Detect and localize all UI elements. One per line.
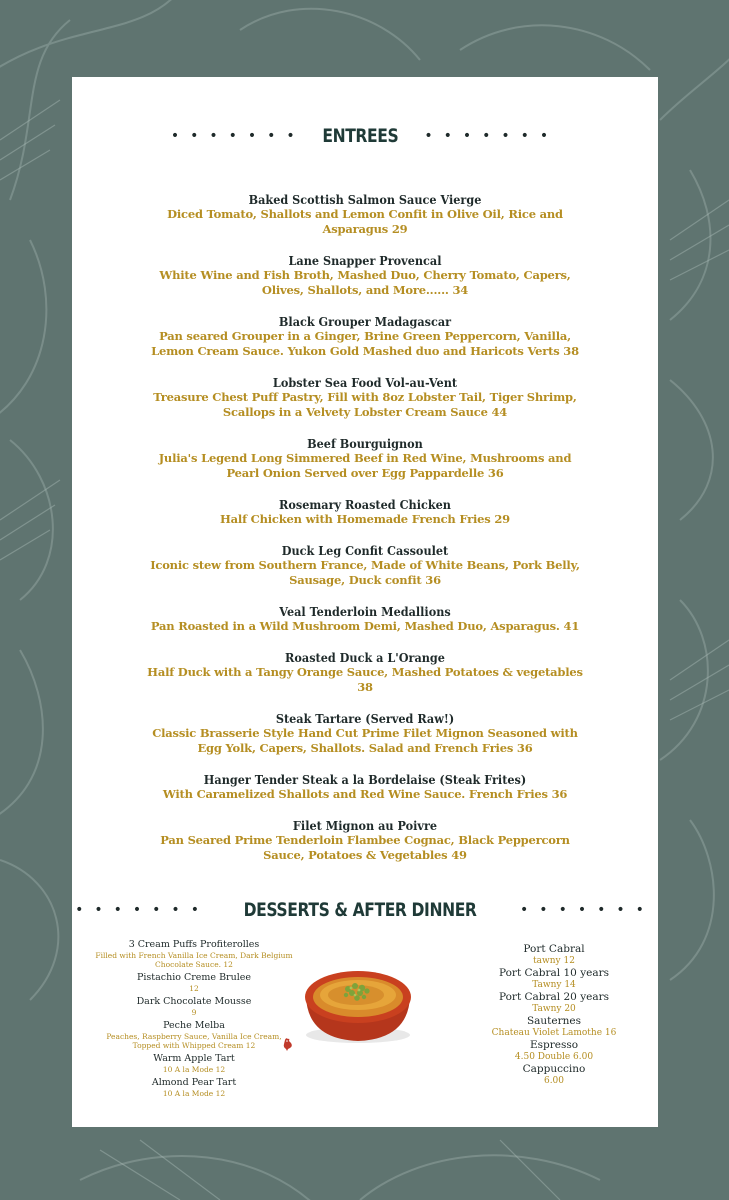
dessert-description: Peaches, Raspberry Sauce, Vanilla Ice Cream, Topped with Whipped Cream 12	[106, 1032, 282, 1050]
drink-description: Tawny 14	[532, 980, 576, 990]
entree-item	[142, 772, 588, 802]
desserts-list	[94, 939, 294, 1101]
entrees-title: ENTREES	[322, 125, 398, 147]
entree-name: Lobster Sea Food Vol-au-Vent	[272, 375, 458, 390]
entree-item	[142, 604, 588, 634]
entree-description: Pan Seared Prime Tenderloin Flambee Cognac, Black Peppercorn Sauce, Potatoes & Vegetables 49	[160, 833, 570, 862]
menu-card	[72, 77, 658, 1127]
entree-item	[142, 497, 588, 527]
entrees-list	[142, 192, 588, 879]
entree-name: Roasted Duck a L'Orange	[285, 650, 445, 665]
entree-name: Rosemary Roasted Chicken	[279, 497, 451, 512]
entree-description: Half Chicken with Homemade French Fries 29	[220, 512, 510, 526]
drink-item	[482, 1039, 626, 1063]
drink-description: 4.50 Double 6.00	[514, 1052, 594, 1062]
entree-item	[142, 543, 588, 588]
entree-description: Pan Roasted in a Wild Mushroom Demi, Mashed Duo, Asparagus. 41	[150, 619, 580, 633]
dessert-description: Filled with French Vanilla Ice Cream, Dark Belgium Chocolate Sauce. 12	[95, 951, 293, 969]
entree-description: Half Duck with a Tangy Orange Sauce, Mashed Potatoes & vegetables 38	[147, 665, 583, 694]
dessert-name: Almond Pear Tart	[151, 1077, 237, 1088]
entree-item	[142, 253, 588, 298]
dessert-description: 9	[191, 1008, 197, 1017]
creme-brulee-dish-icon	[300, 957, 416, 1047]
entree-name: Filet Mignon au Poivre	[292, 818, 438, 833]
entree-name: Hanger Tender Steak a la Bordelaise (Steak Frites)	[203, 772, 527, 787]
drink-item	[482, 1015, 626, 1039]
entree-name: Lane Snapper Provencal	[288, 253, 442, 268]
dessert-description: 12	[189, 984, 199, 993]
entree-description: Diced Tomato, Shallots and Lemon Confit in Olive Oil, Rice and Asparagus 29	[167, 207, 563, 236]
decorative-dots-left: •••••••	[170, 128, 306, 144]
entree-item	[142, 650, 588, 695]
drink-name: Port Cabral	[523, 943, 585, 955]
dessert-description: 10 A la Mode 12	[162, 1065, 226, 1074]
drink-name: Port Cabral 10 years	[498, 967, 610, 979]
drink-description: tawny 12	[533, 956, 575, 966]
entree-description: White Wine and Fish Broth, Mashed Duo, Cherry Tomato, Capers, Olives, Shallots, and More...... 34	[159, 268, 571, 297]
entree-description: With Caramelized Shallots and Red Wine Sauce. French Fries 36	[162, 787, 568, 801]
drink-name: Sauternes	[526, 1015, 582, 1027]
drink-description: Chateau Violet Lamothe 16	[491, 1028, 617, 1038]
entree-description: Classic Brasserie Style Hand Cut Prime Filet Mignon Seasoned with Egg Yolk, Capers, Shallots. Salad and French Fries 36	[152, 726, 578, 755]
entrees-header	[72, 119, 658, 153]
dessert-name: Warm Apple Tart	[153, 1053, 235, 1064]
drink-name: Cappuccino	[522, 1063, 586, 1075]
dessert-description: 10 A la Mode 12	[162, 1089, 226, 1098]
dessert-item	[94, 1053, 294, 1074]
decorative-dots-right: •••••••	[424, 128, 560, 144]
drink-item	[482, 967, 626, 991]
entree-name: Veal Tenderloin Medallions	[279, 604, 451, 619]
entree-item	[142, 314, 588, 359]
drink-item	[482, 991, 626, 1015]
dessert-item	[94, 1077, 294, 1098]
drink-description: Tawny 20	[532, 1004, 576, 1014]
dessert-item	[94, 972, 294, 993]
entree-item	[142, 818, 588, 863]
desserts-title: DESSERTS & AFTER DINNER	[243, 899, 477, 921]
entree-name: Beef Bourguignon	[307, 436, 423, 451]
entree-description: Pan seared Grouper in a Ginger, Brine Green Peppercorn, Vanilla, Lemon Cream Sauce. Yukon Gold Mashed duo and Haricots Verts 38	[151, 329, 579, 358]
dessert-name: Peche Melba	[163, 1020, 225, 1031]
entree-item	[142, 711, 588, 756]
entree-name: Black Grouper Madagascar	[278, 314, 452, 329]
entree-description: Treasure Chest Puff Pastry, Fill with 8oz Lobster Tail, Tiger Shrimp, Scallops in a Velvety Lobster Cream Sauce 44	[153, 390, 577, 419]
entree-description: Iconic stew from Southern France, Made of White Beans, Pork Belly, Sausage, Duck confit 36	[150, 558, 580, 587]
drink-description: 6.00	[543, 1076, 565, 1086]
desserts-header	[72, 893, 658, 927]
entree-item	[142, 192, 588, 237]
entree-name: Duck Leg Confit Cassoulet	[281, 543, 449, 558]
entree-name: Steak Tartare (Served Raw!)	[275, 711, 455, 726]
decorative-dots-right: •••••••	[520, 902, 655, 918]
decorative-dots-left: •••••••	[75, 902, 210, 918]
dessert-name: Pistachio Creme Brulee	[136, 972, 251, 983]
drinks-list	[482, 943, 626, 1087]
entree-item	[142, 436, 588, 481]
rooster-icon	[282, 1037, 294, 1051]
drink-item	[482, 943, 626, 967]
drink-name: Port Cabral 20 years	[498, 991, 610, 1003]
dessert-item	[94, 1020, 294, 1050]
entree-name: Baked Scottish Salmon Sauce Vierge	[248, 192, 482, 207]
entree-item	[142, 375, 588, 420]
drink-name: Espresso	[529, 1039, 579, 1051]
dessert-item	[94, 996, 294, 1017]
dessert-name: Dark Chocolate Mousse	[136, 996, 252, 1007]
drink-item	[482, 1063, 626, 1087]
dessert-name: 3 Cream Puffs Profiterolles	[128, 939, 260, 950]
dessert-item	[94, 939, 294, 969]
entree-description: Julia's Legend Long Simmered Beef in Red Wine, Mushrooms and Pearl Onion Served over Egg Pappardelle 36	[158, 451, 572, 480]
